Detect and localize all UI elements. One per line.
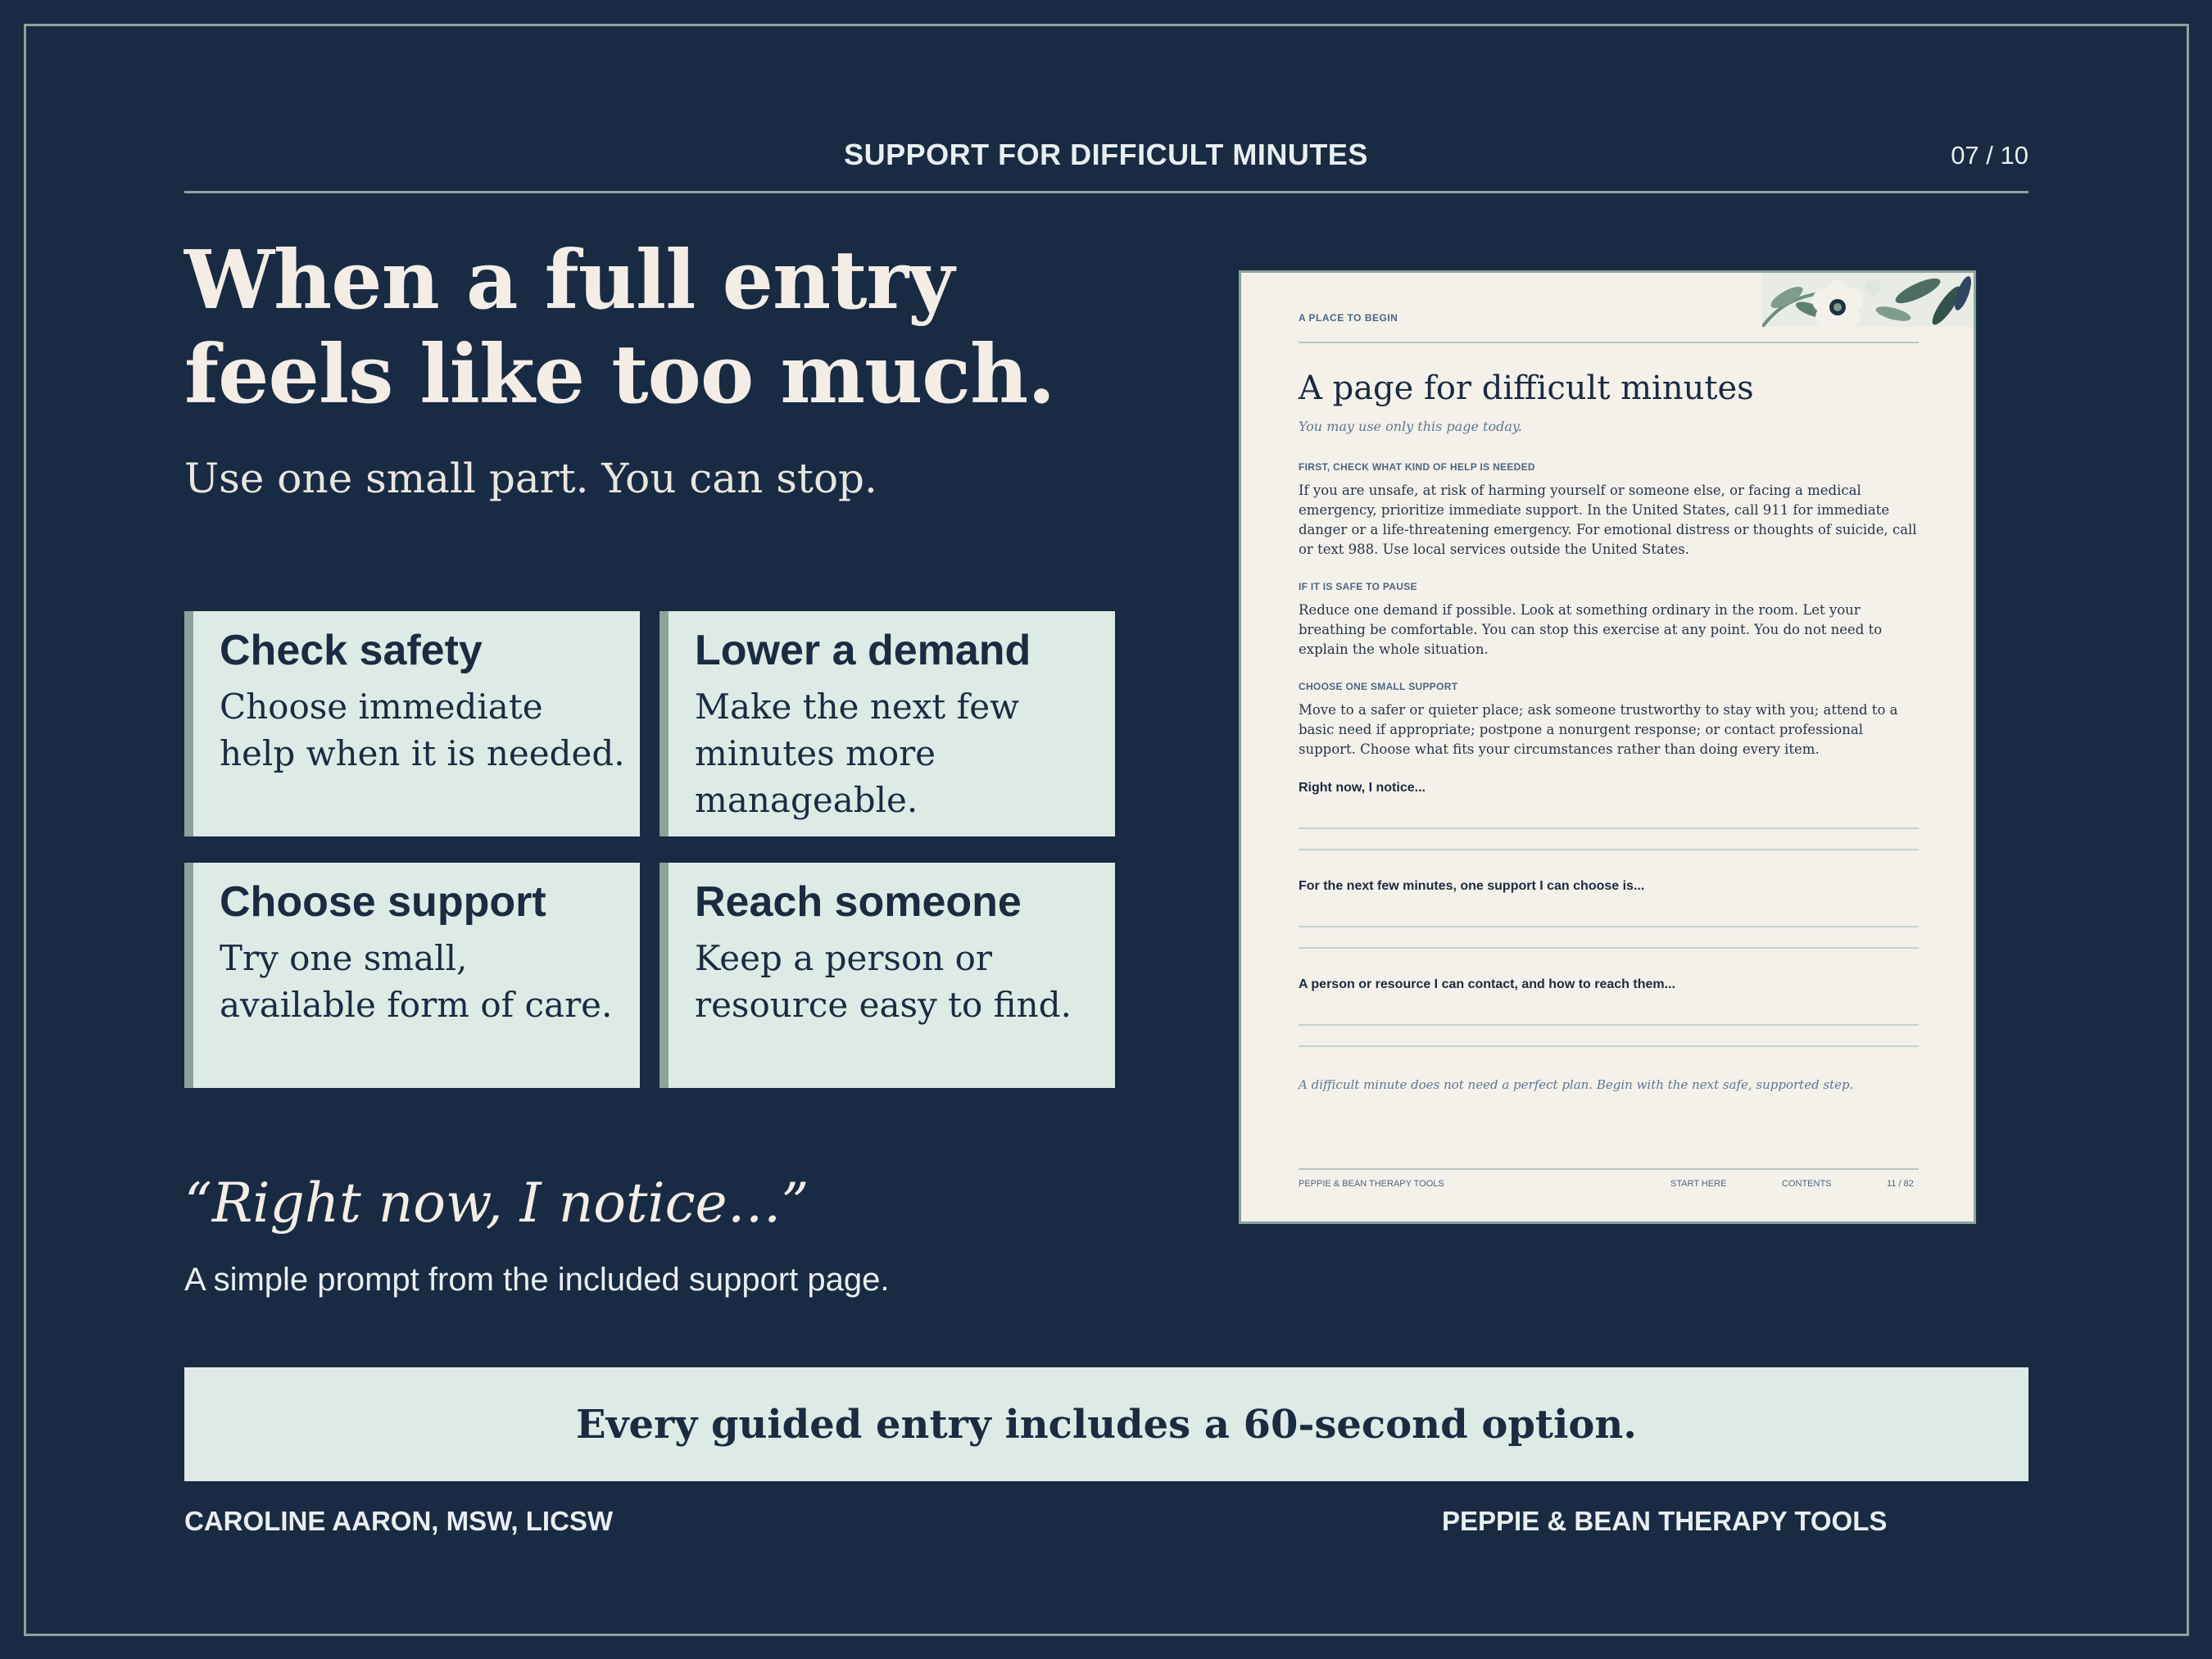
- preview-divider: [1299, 342, 1919, 343]
- floral-illustration: [1762, 273, 1974, 327]
- headline-line-1: When a full entry: [184, 233, 954, 328]
- preview-subtitle: You may use only this page today.: [1299, 419, 1522, 434]
- headline: [184, 233, 1208, 422]
- card-title: Reach someone: [695, 878, 1022, 926]
- brand-credit: PEPPIE & BEAN THERAPY TOOLS: [1442, 1506, 1888, 1536]
- headline-line-2: feels like too much.: [184, 328, 1055, 422]
- page-number: 07 / 10: [1951, 141, 2028, 170]
- writing-line: [1299, 1024, 1919, 1026]
- card-choose-support: [184, 863, 640, 1088]
- card-title: Choose support: [220, 878, 546, 926]
- preview-section-heading: CHOOSE ONE SMALL SUPPORT: [1299, 681, 1458, 692]
- writing-line: [1299, 849, 1919, 850]
- card-body: Choose immediate help when it is needed.: [220, 687, 625, 773]
- author-credit: CAROLINE AARON, MSW, LICSW: [184, 1506, 614, 1536]
- writing-line: [1299, 827, 1919, 829]
- card-body: Try one small, available form of care.: [220, 938, 613, 1025]
- preview-prompt: Right now, I notice...: [1299, 781, 1426, 795]
- preview-section-body: Move to a safer or quieter place; ask someone trustworthy to stay with you; attend to a basic need if appropriate; postpone a nonurgent response; or contact professional support. Choose what fits your circumstances rather than doing every item.: [1299, 702, 1898, 757]
- card-title: Check safety: [220, 627, 483, 674]
- preview-prompt: A person or resource I can contact, and how to reach them...: [1299, 977, 1675, 991]
- section-title: SUPPORT FOR DIFFICULT MINUTES: [844, 138, 1368, 171]
- card-check-safety: [184, 611, 640, 836]
- writing-line: [1299, 926, 1919, 927]
- card-body: Keep a person or resource easy to find.: [695, 938, 1072, 1025]
- card-body: Make the next few minutes more manageable.: [695, 687, 1020, 820]
- banner-text: Every guided entry includes a 60-second option.: [576, 1401, 1637, 1448]
- preview-section-heading: FIRST, CHECK WHAT KIND OF HELP IS NEEDED: [1299, 461, 1535, 473]
- preview-section-body: Reduce one demand if possible. Look at something ordinary in the room. Let your breathing be comfortable. You can stop this exercise at any point. You do not need to explain the whole situation.: [1299, 602, 1883, 657]
- preview-prompt: For the next few minutes, one support I can choose is...: [1299, 879, 1645, 893]
- writing-line: [1299, 947, 1919, 949]
- prompt-quote: “Right now, I notice…”: [184, 1172, 809, 1235]
- banner: [184, 1367, 2028, 1481]
- subheadline: Use one small part. You can stop.: [184, 455, 877, 502]
- preview-title: A page for difficult minutes: [1299, 369, 1754, 407]
- preview-footer-brand: PEPPIE & BEAN THERAPY TOOLS: [1299, 1179, 1444, 1189]
- writing-line: [1299, 1045, 1919, 1047]
- preview-footer-contents: CONTENTS: [1782, 1179, 1832, 1189]
- preview-footer-start: START HERE: [1670, 1179, 1727, 1189]
- card-title: Lower a demand: [695, 627, 1031, 674]
- preview-section-heading: IF IT IS SAFE TO PAUSE: [1299, 581, 1417, 592]
- header-divider: [184, 191, 2028, 193]
- preview-kicker: A PLACE TO BEGIN: [1299, 312, 1398, 324]
- card-lower-demand: [660, 611, 1115, 836]
- preview-section-body: If you are unsafe, at risk of harming yourself or someone else, or facing a medical emergency, prioritize immediate support. In the United States, call 911 for immediate danger or a life-threatening emergency. For emotional distress or thoughts of suicide, call or text 988. Use local services outside the United States.: [1299, 483, 1917, 557]
- preview-closing: A difficult minute does not need a perfect plan. Begin with the next safe, supported step.: [1299, 1077, 1854, 1092]
- card-reach-someone: [660, 863, 1115, 1088]
- preview-footer-divider: [1299, 1168, 1919, 1170]
- preview-footer-page: 11 / 82: [1887, 1179, 1914, 1189]
- support-page-preview: [1239, 270, 1976, 1224]
- prompt-caption: A simple prompt from the included support page.: [184, 1262, 890, 1298]
